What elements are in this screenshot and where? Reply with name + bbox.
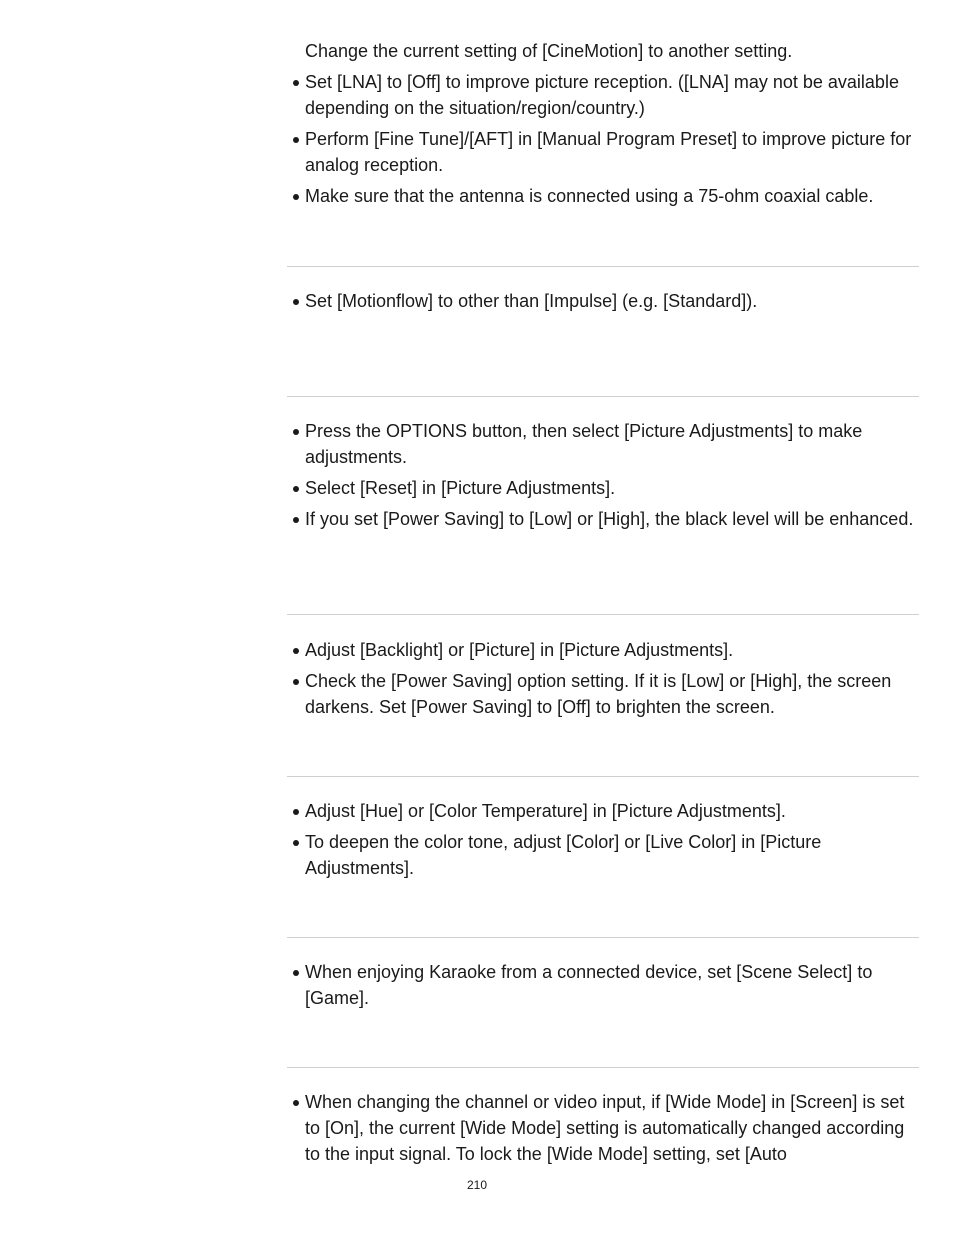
bullet-icon bbox=[293, 1100, 299, 1106]
bullet-icon bbox=[293, 970, 299, 976]
list-item: Press the OPTIONS button, then select [Picture Adjustments] to make adjustments. bbox=[287, 418, 919, 470]
bullet-list bbox=[287, 798, 919, 881]
bullet-icon bbox=[293, 80, 299, 86]
section-divider bbox=[287, 396, 919, 397]
list-item: Adjust [Hue] or [Color Temperature] in [Picture Adjustments]. bbox=[287, 798, 919, 824]
list-item: When changing the channel or video input, if [Wide Mode] in [Screen] is set to [On], the current [Wide Mode] setting is automatically changed according to the input signal. To lock the [Wide Mode] setting, set [Auto bbox=[287, 1089, 919, 1167]
list-item: When enjoying Karaoke from a connected device, set [Scene Select] to [Game]. bbox=[287, 959, 919, 1011]
bullet-list bbox=[287, 1089, 919, 1167]
list-item: Make sure that the antenna is connected using a 75-ohm coaxial cable. bbox=[287, 183, 919, 209]
list-item: Set [Motionflow] to other than [Impulse] (e.g. [Standard]). bbox=[287, 288, 919, 314]
bullet-icon bbox=[293, 486, 299, 492]
section-brightness bbox=[287, 637, 919, 725]
bullet-icon bbox=[293, 648, 299, 654]
bullet-list bbox=[287, 418, 919, 532]
bullet-list bbox=[287, 959, 919, 1011]
bullet-icon bbox=[293, 840, 299, 846]
section-divider bbox=[287, 937, 919, 938]
list-item: Check the [Power Saving] option setting. If it is [Low] or [High], the screen darkens. Set [Power Saving] to [Off] to brighten the screen. bbox=[287, 668, 919, 720]
bullet-icon bbox=[293, 194, 299, 200]
section-divider bbox=[287, 266, 919, 267]
bullet-list bbox=[287, 69, 919, 209]
section-picture-adjustments bbox=[287, 418, 919, 537]
list-item: Set [LNA] to [Off] to improve picture reception. ([LNA] may not be available depending on the situation/region/country.) bbox=[287, 69, 919, 121]
section-divider bbox=[287, 1067, 919, 1068]
bullet-icon bbox=[293, 809, 299, 815]
bullet-icon bbox=[293, 679, 299, 685]
bullet-icon bbox=[293, 517, 299, 523]
section-karaoke bbox=[287, 959, 919, 1016]
continuation-text: Change the current setting of [CineMotion] to another setting. bbox=[305, 41, 793, 61]
page-number: 210 bbox=[466, 1178, 488, 1192]
bullet-list bbox=[287, 288, 919, 314]
bullet-icon bbox=[293, 299, 299, 305]
list-item: Perform [Fine Tune]/[AFT] in [Manual Program Preset] to improve picture for analog reception. bbox=[287, 126, 919, 178]
section-wide-mode bbox=[287, 1089, 919, 1172]
bullet-icon bbox=[293, 429, 299, 435]
section-picture-reception bbox=[287, 38, 919, 214]
section-divider bbox=[287, 776, 919, 777]
section-color bbox=[287, 798, 919, 886]
list-item: If you set [Power Saving] to [Low] or [High], the black level will be enhanced. bbox=[287, 506, 919, 532]
section-divider bbox=[287, 614, 919, 615]
list-item: Adjust [Backlight] or [Picture] in [Picture Adjustments]. bbox=[287, 637, 919, 663]
bullet-icon bbox=[293, 137, 299, 143]
bullet-list bbox=[287, 637, 919, 720]
list-item: Select [Reset] in [Picture Adjustments]. bbox=[287, 475, 919, 501]
list-item: To deepen the color tone, adjust [Color] or [Live Color] in [Picture Adjustments]. bbox=[287, 829, 919, 881]
section-motionflow bbox=[287, 288, 919, 319]
